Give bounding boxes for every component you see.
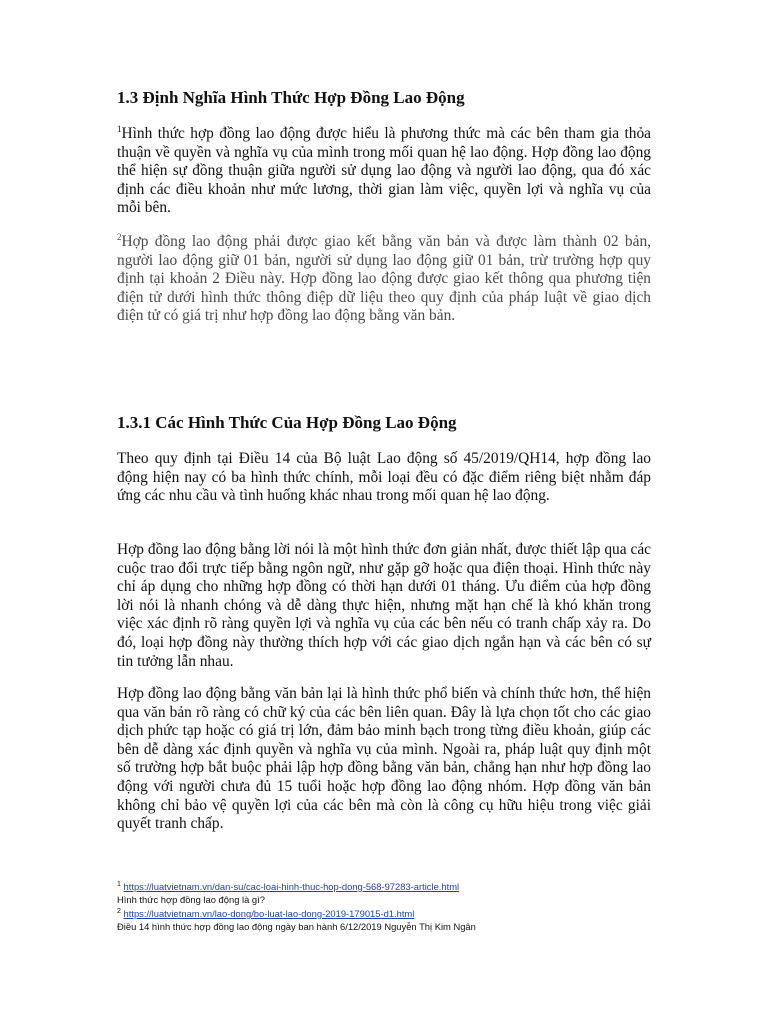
footnote-mark-1: 1: [117, 881, 121, 888]
forms-intro-paragraph: Theo quy định tại Điều 14 của Bộ luật Lao động số 45/2019/QH14, hợp đồng lao động hiện nay có ba hình thức chính, mỗi loại đều có đặc điểm riêng biệt nhằm đáp ứng các nhu cầu và tình huống khác nhau trong mối quan hệ lao động.: [117, 450, 651, 505]
oral-contract-paragraph: Hợp đồng lao động bằng lời nói là một hình thức đơn giản nhất, được thiết lập qua các cuộc trao đổi trực tiếp bằng ngôn ngữ, như gặp gỡ hoặc qua điện thoại. Hình thức này chỉ áp dụng cho những hợp đồng có thời hạn dưới 01 tháng. Ưu điểm của hợp đồng lời nói là nhanh chóng và dễ dàng thực hiện, nhưng mặt hạn chế là khó khăn trong việc xác định rõ ràng quyền lợi và nghĩa vụ của các bên nếu có tranh chấp xảy ra. Do đó, loại hợp đồng này thường thích hợp với các giao dịch ngắn hạn và các bên có sự tin tưởng lẫn nhau.: [117, 541, 651, 670]
footnotes: [117, 880, 651, 934]
definition-text: Hình thức hợp đồng lao động được hiểu là phương thức mà các bên tham gia thỏa thuận về quyền và nghĩa vụ của mình trong mối quan hệ lao động. Hợp đồng lao động thể hiện sự đồng thuận giữa người sử dụng lao động và người lao động, qua đó xác định các điều khoản như mức lương, thời gian làm việc, quyền lợi và nghĩa vụ của mỗi bên.: [117, 125, 651, 217]
written-contract-paragraph: Hợp đồng lao động bằng văn bản lại là hình thức phổ biến và chính thức hơn, thể hiện qua văn bản rõ ràng có chữ ký của các bên liên quan. Đây là lựa chọn tốt cho các giao dịch phức tạp hoặc có giá trị lớn, đảm bảo minh bạch trong từng điều khoản, giúp các bên dễ dàng xác định quyền và nghĩa vụ của mình. Ngoài ra, pháp luật quy định một số trường hợp bắt buộc phải lập hợp đồng bằng văn bản, chẳng hạn như hợp đồng lao động với người chưa đủ 15 tuổi hoặc hợp đồng lao động nhóm. Hợp đồng văn bản không chỉ bảo vệ quyền lợi của các bên mà còn là công cụ hữu hiệu trong việc giải quyết tranh chấp.: [117, 685, 651, 833]
footnote-2-link[interactable]: https://luatvietnam.vn/lao-dong/bo-luat-lao-dong-2019-179015-d1.html: [123, 907, 415, 919]
section-heading-1-3: 1.3 Định Nghĩa Hình Thức Hợp Đồng Lao Động: [117, 88, 465, 107]
written-form-paragraph: [117, 233, 651, 326]
written-form-text: Hợp đồng lao động phải được giao kết bằng văn bản và được làm thành 02 bản, người lao động giữ 01 bản, người sử dụng lao động giữ 01 bản, trừ trường hợp quy định tại khoản 2 Điều này. Hợp đồng lao động được giao kết thông qua phương tiện điện tử dưới hình thức thông điệp dữ liệu theo quy định của pháp luật về giao dịch điện tử có giá trị như hợp đồng lao động bằng văn bản.: [117, 233, 651, 325]
footnote-1-link-line: [117, 880, 651, 893]
footnote-2-link-line: [117, 907, 651, 920]
footnote-ref-1[interactable]: 1: [117, 124, 122, 134]
footnote-1-link[interactable]: https://luatvietnam.vn/dan-su/cac-loai-hinh-thuc-hop-dong-568-97283-article.html: [123, 881, 460, 892]
footnote-1-note: Hình thức hợp đồng lao động là gì?: [117, 894, 265, 906]
section-heading-1-3-1: 1.3.1 Các Hình Thức Của Hợp Đồng Lao Động: [117, 413, 457, 432]
footnote-ref-2[interactable]: 2: [117, 232, 122, 242]
footnote-2-note: Điều 14 hình thức hợp đồng lao động ngày ban hành 6/12/2019 Nguyễn Thị Kim Ngân: [117, 921, 476, 933]
definition-paragraph: [117, 125, 651, 218]
footnote-mark-2: 2: [117, 907, 121, 915]
